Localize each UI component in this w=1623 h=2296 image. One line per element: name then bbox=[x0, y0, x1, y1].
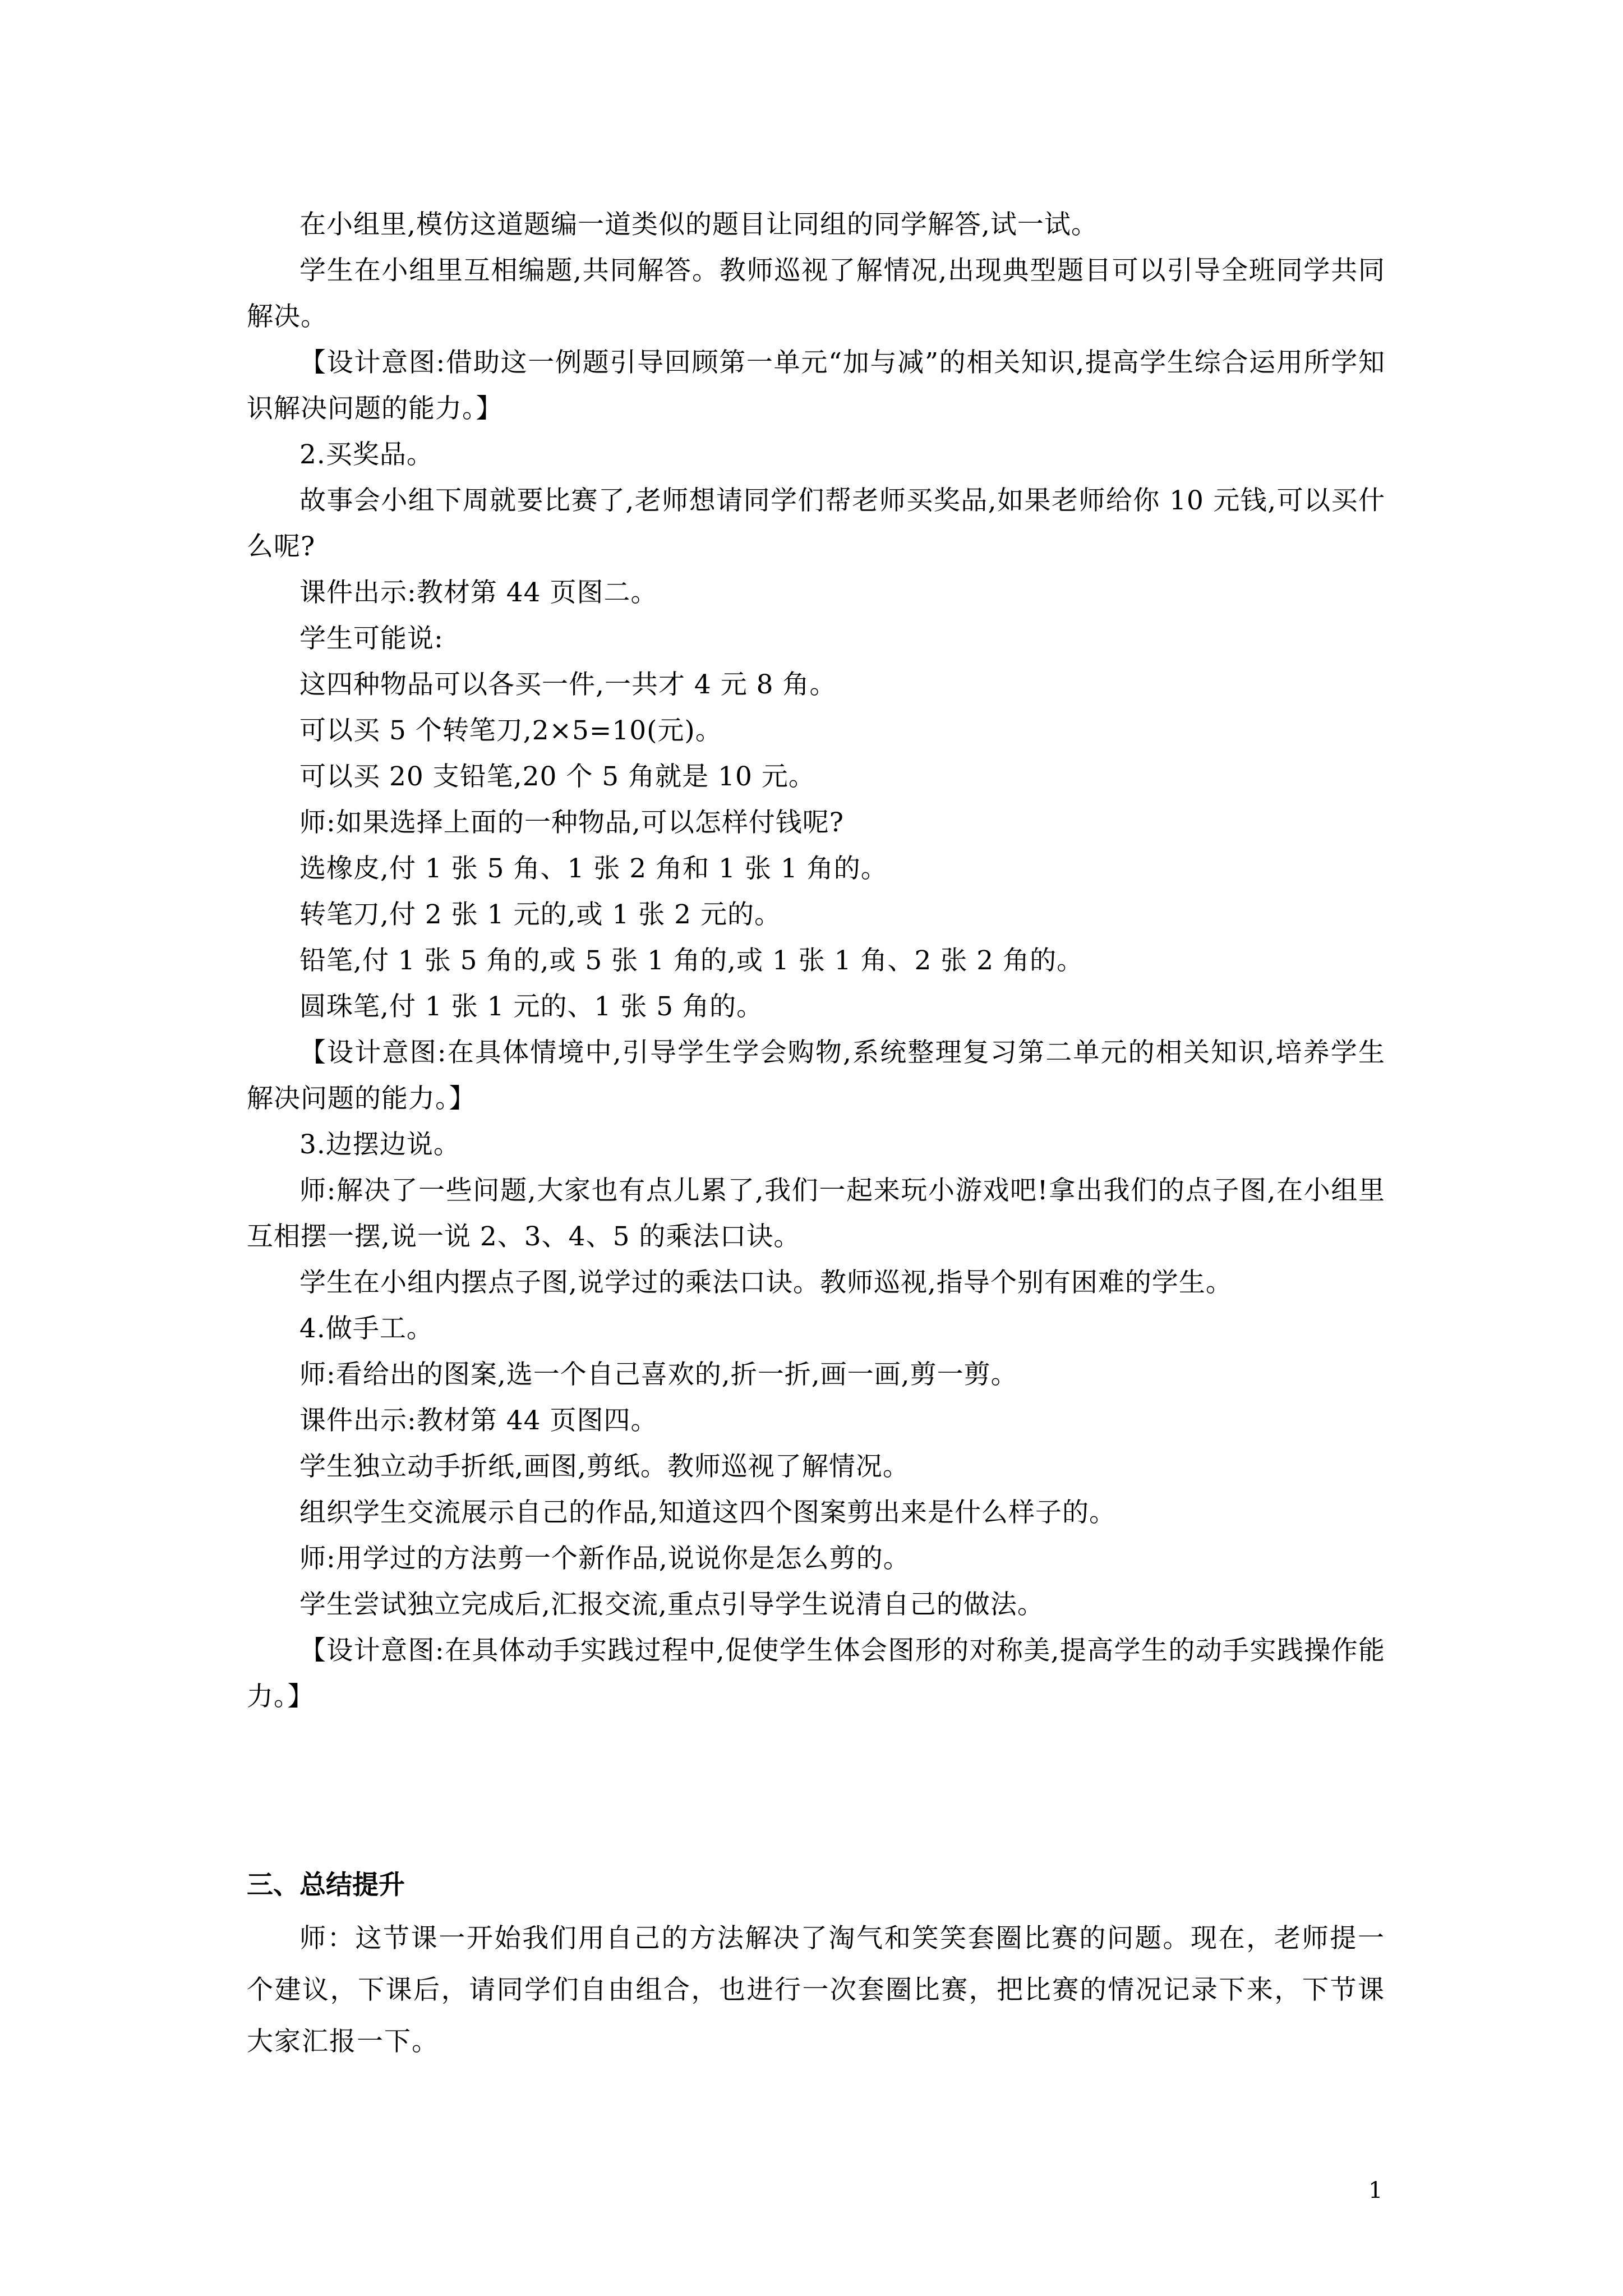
paragraph: 师:解决了一些问题,大家也有点儿累了,我们一起来玩小游戏吧!拿出我们的点子图,在小组里互相摆一摆,说一说 2、3、4、5 的乘法口诀。 bbox=[247, 1175, 1385, 1252]
section-heading-arrange-and-say: 3.边摆边说。 bbox=[299, 1129, 460, 1160]
paragraph: 铅笔,付 1 张 5 角的,或 5 张 1 角的,或 1 张 1 角、2 张 2 角的。 bbox=[299, 945, 1084, 976]
paragraph: 可以买 5 个转笔刀,2×5=10(元)。 bbox=[299, 715, 722, 746]
lesson-body bbox=[247, 202, 1385, 1720]
paragraph: 学生可能说: bbox=[299, 623, 444, 654]
paragraph: 组织学生交流展示自己的作品,知道这四个图案剪出来是什么样子的。 bbox=[299, 1497, 1116, 1528]
design-intent-note: 【设计意图:在具体情境中,引导学生学会购物,系统整理复习第二单元的相关知识,培养学生解决问题的能力。】 bbox=[247, 1037, 1385, 1114]
section-heading-handicraft: 4.做手工。 bbox=[299, 1313, 434, 1344]
section-heading-buy-prizes: 2.买奖品。 bbox=[299, 439, 434, 470]
paragraph: 这四种物品可以各买一件,一共才 4 元 8 角。 bbox=[299, 669, 837, 700]
paragraph: 学生尝试独立完成后,汇报交流,重点引导学生说清自己的做法。 bbox=[299, 1589, 1044, 1620]
summary-paragraph: 师：这节课一开始我们用自己的方法解决了淘气和笑笑套圈比赛的问题。现在，老师提一个建议，下课后，请同学们自由组合，也进行一次套圈比赛，把比赛的情况记录下来，下节课大家汇报一下。 bbox=[247, 1923, 1385, 2057]
paragraph: 可以买 20 支铅笔,20 个 5 角就是 10 元。 bbox=[299, 761, 815, 792]
paragraph: 转笔刀,付 2 张 1 元的,或 1 张 2 元的。 bbox=[299, 899, 782, 930]
paragraph: 师:用学过的方法剪一个新作品,说说你是怎么剪的。 bbox=[299, 1543, 910, 1574]
paragraph: 故事会小组下周就要比赛了,老师想请同学们帮老师买奖品,如果老师给你 10 元钱,可以买什么呢? bbox=[247, 485, 1385, 562]
paragraph: 选橡皮,付 1 张 5 角、1 张 2 角和 1 张 1 角的。 bbox=[299, 853, 888, 884]
paragraph: 学生独立动手折纸,画图,剪纸。教师巡视了解情况。 bbox=[299, 1451, 910, 1482]
paragraph: 师:看给出的图案,选一个自己喜欢的,折一折,画一画,剪一剪。 bbox=[299, 1359, 1018, 1390]
paragraph: 在小组里,模仿这道题编一道类似的题目让同组的同学解答,试一试。 bbox=[299, 209, 1098, 240]
paragraph: 师:如果选择上面的一种物品,可以怎样付钱呢? bbox=[299, 807, 844, 838]
summary-heading: 三、总结提升 bbox=[247, 1870, 405, 1901]
design-intent-note: 【设计意图:在具体动手实践过程中,促使学生体会图形的对称美,提高学生的动手实践操作能力。】 bbox=[247, 1635, 1385, 1712]
design-intent-note: 【设计意图:借助这一例题引导回顾第一单元“加与减”的相关知识,提高学生综合运用所学知识解决问题的能力。】 bbox=[247, 347, 1386, 424]
paragraph: 课件出示:教材第 44 页图四。 bbox=[299, 1405, 658, 1436]
paragraph: 圆珠笔,付 1 张 1 元的、1 张 5 角的。 bbox=[299, 991, 764, 1022]
page-number: 1 bbox=[1368, 2178, 1383, 2203]
paragraph: 学生在小组内摆点子图,说学过的乘法口诀。教师巡视,指导个别有困难的学生。 bbox=[299, 1267, 1233, 1298]
paragraph: 学生在小组里互相编题,共同解答。教师巡视了解情况,出现典型题目可以引导全班同学共同解决。 bbox=[247, 255, 1385, 332]
summary-section bbox=[247, 1862, 1385, 2068]
paragraph: 课件出示:教材第 44 页图二。 bbox=[299, 577, 658, 608]
